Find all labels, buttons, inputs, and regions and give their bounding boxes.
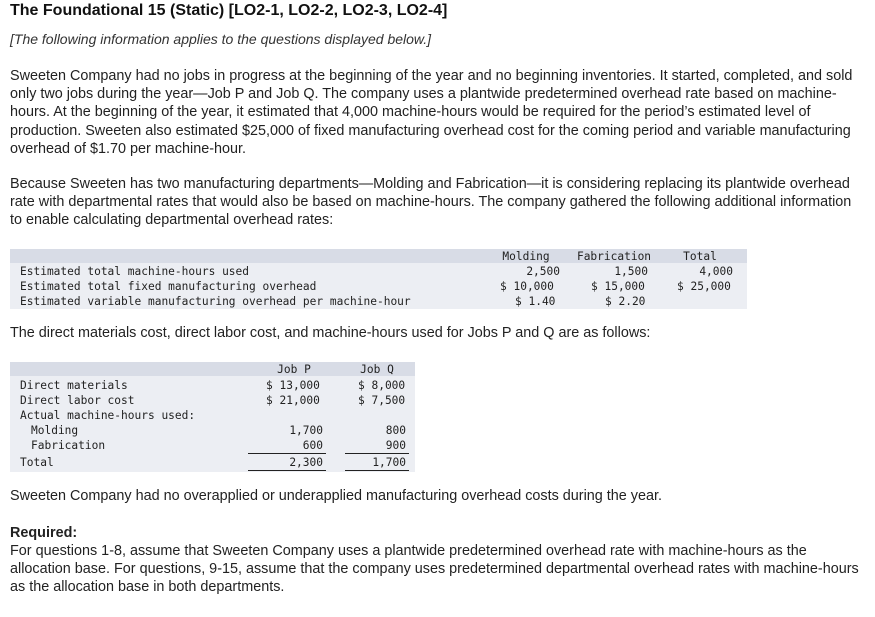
cell-fabrication-machine-hours: 1,500 [614, 265, 648, 278]
column-header-molding: Molding [502, 250, 550, 263]
cell-molding-variable-overhead: $ 1.40 [515, 295, 556, 308]
cell-fabrication-variable-overhead: $ 2.20 [605, 295, 646, 308]
intro-paragraph: Sweeten Company had no jobs in progress at the beginning of the year and no beginning inventories. It started, completed, and sold only two jobs during the year—Job P and Job Q. The company uses a plantwide predetermined overhead rate based on machine-hours. At the beginning of the year, it estimated that 4,000 machine-hours would be required for the period’s estimated level of production. Sweeten also estimated $25,000 of fixed manufacturing overhead cost for the coming period and variable manufacturing overhead of $1.70 per machine-hour. [10, 68, 853, 157]
total-rule-job-p [248, 470, 326, 471]
subtotal-rule-job-p [248, 453, 326, 454]
required-text: For questions 1-8, assume that Sweeten Company uses a plantwide predetermined overhead rate with machine-hours as the allocation base. For questions, 9-15, assume that the company uses predetermined departmental overhead rates with machine-hours as the allocation base in both departments. [10, 543, 859, 596]
subtotal-rule-job-q [345, 453, 409, 454]
column-header-total: Total [683, 250, 717, 263]
cell-job-p-fabrication: 600 [302, 439, 323, 452]
cell-job-q-direct-materials: $ 8,000 [358, 379, 406, 392]
jobs-paragraph: The direct materials cost, direct labor cost, and machine-hours used for Jobs P and Q are as follows: [10, 325, 651, 341]
cell-job-p-direct-labor: $ 21,000 [266, 394, 320, 407]
cell-job-q-total: 1,700 [372, 456, 406, 469]
column-header-job-q: Job Q [360, 363, 394, 376]
row-label-machine-hours: Estimated total machine-hours used [20, 265, 250, 278]
cell-job-q-molding: 800 [385, 424, 406, 437]
row-label-direct-materials: Direct materials [20, 379, 128, 392]
overhead-note-paragraph: Sweeten Company had no overapplied or underapplied manufacturing overhead costs during the year. [10, 488, 662, 504]
required-heading: Required: [10, 525, 78, 541]
page-subtitle: [The following information applies to the questions displayed below.] [10, 31, 432, 47]
cell-job-q-fabrication: 900 [385, 439, 406, 452]
row-label-fabrication: Fabrication [31, 439, 106, 452]
column-header-job-p: Job P [277, 363, 311, 376]
row-label-fixed-overhead: Estimated total fixed manufacturing overhead [20, 280, 317, 293]
row-label-molding: Molding [31, 424, 79, 437]
cell-job-p-molding: 1,700 [289, 424, 323, 437]
row-label-actual-machine-hours: Actual machine-hours used: [20, 409, 196, 422]
cell-total-fixed-overhead: $ 25,000 [677, 280, 731, 293]
row-label-direct-labor: Direct labor cost [20, 394, 135, 407]
page-title: The Foundational 15 (Static) [LO2-1, LO2-2, LO2-3, LO2-4] [10, 2, 448, 19]
cell-job-q-direct-labor: $ 7,500 [358, 394, 406, 407]
cell-job-p-direct-materials: $ 13,000 [266, 379, 320, 392]
row-label-variable-overhead: Estimated variable manufacturing overhead per machine-hour [20, 295, 411, 308]
row-label-total: Total [20, 456, 54, 469]
cell-molding-fixed-overhead: $ 10,000 [500, 280, 554, 293]
cell-fabrication-fixed-overhead: $ 15,000 [591, 280, 645, 293]
cell-molding-machine-hours: 2,500 [526, 265, 560, 278]
departments-paragraph: Because Sweeten has two manufacturing departments—Molding and Fabrication—it is considering replacing its plantwide overhead rate with departmental rates that would also be based on machine-hours. The company gathered the following additional information to enable calculating departmental overhead rates: [10, 176, 852, 229]
column-header-fabrication: Fabrication [576, 250, 652, 263]
cell-job-p-total: 2,300 [289, 456, 323, 469]
cell-total-machine-hours: 4,000 [699, 265, 733, 278]
total-rule-job-q [345, 470, 409, 471]
